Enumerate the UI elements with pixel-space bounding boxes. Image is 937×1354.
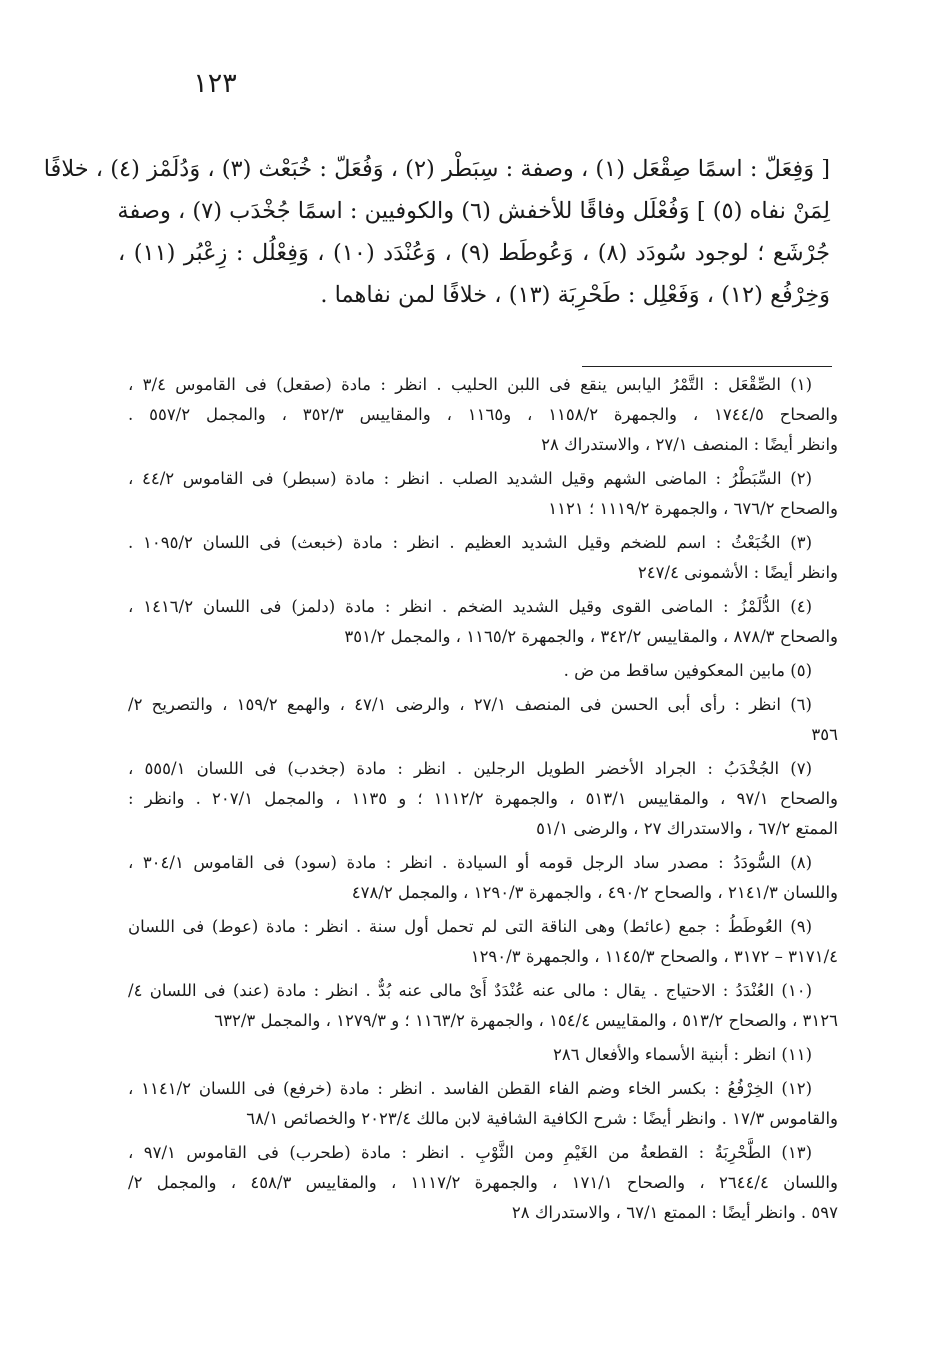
footnote bbox=[128, 754, 838, 844]
footnote-line: ٣١٢٦ ، والصحاح ٥١٣/٢ ، والمقاييس ١٥٤/٤ ، والجمهرة ١١٦٣/٢ ؛ و ١٢٧٩/٣ ، والمجمل ٦٣٢/٣ bbox=[214, 1011, 838, 1030]
main-text-line: لِمَنْ نفاه (٥) ] وَفُعْلَل وفاقًا للأخفش (٦) والكوفيين : اسمًا جُخْدَب (٧) ، وصفة bbox=[117, 198, 830, 224]
footnote-line: والصحاح ٩٧/١ ، والمقاييس ٥١٣/١ ، والجمهرة ١١١٢/٢ ؛ و ١١٣٥ ، والمجمل ٢٠٧/١ . وانظر : bbox=[128, 789, 838, 808]
footnote-line: ٣١٧١/٤ – ٣١٧٢ ، والصحاح ١١٤٥/٣ ، والجمهرة ١٢٩٠/٣ bbox=[470, 947, 838, 966]
footnote-divider bbox=[582, 366, 832, 367]
footnote bbox=[128, 592, 838, 652]
footnote-line: (٧) الجُخْدَبُ : الجراد الأخضر الطويل الرجلين . انظر : مادة (جخدب) فى اللسان ٥٥٥/١ ، bbox=[128, 759, 812, 778]
footnote-line: الممتع ٦٧/٢ ، والاستدراك ٢٧ ، والرضى ٥١/١ bbox=[536, 819, 838, 838]
footnote-line: وانظر أيضًا : المنصف ٢٧/١ ، والاستدراك ٢٨ bbox=[541, 435, 838, 454]
footnote-line: والقاموس ١٧/٣ . وانظر أيضًا : شرح الكافية الشافية لابن مالك ٢٠٢٣/٤ والخصائص ٦٨/١ bbox=[246, 1109, 838, 1128]
footnote-line: والصحاح ١٧٤٤/٥ ، والجمهرة ١١٥٨/٢ ، و١١٦٥ ، والمقاييس ٣٥٢/٣ ، والمجمل ٥٥٧/٢ . bbox=[128, 405, 838, 424]
main-text bbox=[43, 148, 830, 316]
footnote bbox=[128, 912, 838, 972]
page-number: ١٢٣ bbox=[193, 68, 237, 99]
footnote-line: (١٣) الطَّحْرِبَةُ : القطعةُ من الغَيْمِ ومن الثَّوْبِ . انظر : مادة (طحرب) فى القاموس ٩٧/١ ، bbox=[128, 1143, 813, 1162]
footnote bbox=[128, 1040, 838, 1070]
footnote bbox=[128, 690, 838, 750]
main-text-line: وَخِرْفُع (١٢) ، وَفَعْلِل : طَحْرِبَة (١٣) ، خلافًا لمن نفاهما . bbox=[320, 282, 830, 308]
footnote-line: (١١) انظر : أبنية الأسماء والأفعال ٢٨٦ bbox=[553, 1045, 812, 1064]
footnote bbox=[128, 1074, 838, 1134]
footnote-line: (١٠) العُنْدَدُ : الاحتياج . يقال : مالى عنه عُنْدَدٌ أَىْ مالى عنه بُدٌّ . انظر : مادة (عند) فى اللسان ٤/ bbox=[128, 981, 812, 1000]
footnote-line: واللسان ٢١٤١/٣ ، والصحاح ٤٩٠/٢ ، والجمهرة ١٢٩٠/٣ ، والمجمل ٤٧٨/٢ bbox=[351, 883, 838, 902]
footnote-line: (٣) الخُبَعْثُ : اسم للضخم وقيل الشديد العظيم . انظر : مادة (خبعث) فى اللسان ١٠٩٥/٢ . bbox=[128, 533, 812, 552]
footnote-line: والصحاح ٦٧٦/٢ ، والجمهرة ١١١٩/٢ ؛ ١١٢١ bbox=[548, 499, 838, 518]
footnote bbox=[128, 370, 838, 460]
footnote bbox=[128, 464, 838, 524]
footnote-line: واللسان ٢٦٤٤/٤ ، والصحاح ١٧١/١ ، والجمهرة ١١١٧/٢ ، والمقاييس ٤٥٨/٣ ، والمجمل ٢/ bbox=[128, 1173, 838, 1192]
main-text-line: [ وَفِعَلّ : اسمًا صِقْعَل (١) ، وصفة : سِبَطْر (٢) ، وَفُعَلّ : خُبَعْث (٣) ، وَدُلَمْز (٤) ، خلافًا bbox=[43, 156, 830, 182]
footnote bbox=[128, 848, 838, 908]
footnote-line: (٨) السُّودَدُ : مصدر ساد الرجل قومه أو السيادة . انظر : مادة (سود) فى القاموس ٣٠٤/١ ، bbox=[128, 853, 812, 872]
main-text-line: جُرْشَع ؛ لوجود سُودَد (٨) ، وَعُوطَط (٩) ، وَعُنْدَد (١٠) ، وَفِعْلُل : زِعْبُر (١١) ، bbox=[118, 240, 830, 266]
footnote-line: والصحاح ٨٧٨/٣ ، والمقاييس ٣٤٢/٢ ، والجمهرة ١١٦٥/٢ ، والمجمل ٣٥١/٢ bbox=[344, 627, 838, 646]
footnote-line: ٣٥٦ bbox=[811, 725, 838, 744]
footnote-line: ٥٩٧ . وانظر أيضًا : الممتع ٦٧/١ ، والاستدراك ٢٨ bbox=[511, 1203, 838, 1222]
footnote-line: (٩) العُوطَطُ : جمع (عائط) وهى الناقة التى لم تحمل أول سنة . انظر : مادة (عوط) فى اللسان bbox=[128, 917, 812, 936]
footnote-line: (١) الصِّقْعَل : التَّمْرُ اليابس ينقع فى اللبن الحليب . انظر : مادة (صقعل) فى القاموس ٣/٤ ، bbox=[128, 375, 812, 394]
footnote-line: (٥) مابين المعكوفين ساقط من ض . bbox=[563, 661, 812, 680]
footnote-line: (٤) الدُّلَمْزُ : الماضى القوى وقيل الشديد الضخم . انظر : مادة (دلمز) فى اللسان ١٤١٦/٢ ، bbox=[128, 597, 812, 616]
footnote bbox=[128, 656, 838, 686]
footnote-line: وانظر أيضًا : الأشمونى ٢٤٧/٤ bbox=[637, 563, 838, 582]
footnote-line: (١٢) الخِرْفُعُ : بكسر الخاء وضم الفاء القطن الفاسد . انظر : مادة (خرفع) فى اللسان ١١٤١/٢ ، bbox=[128, 1079, 812, 1098]
footnote bbox=[128, 976, 838, 1036]
footnote-line: (٢) السِّبَطْرُ : الماضى الشهم وقيل الشديد الصلب . انظر : مادة (سبطر) فى القاموس ٤٤/٢ ، bbox=[128, 469, 813, 488]
footnote-line: (٦) انظر : رأى أبى الحسن فى المنصف ٢٧/١ ، والرضى ٤٧/١ ، والهمع ١٥٩/٢ ، والتصريح ٢/ bbox=[128, 695, 812, 714]
footnote bbox=[128, 1138, 838, 1228]
footnote bbox=[128, 528, 838, 588]
footnotes bbox=[128, 370, 838, 1232]
